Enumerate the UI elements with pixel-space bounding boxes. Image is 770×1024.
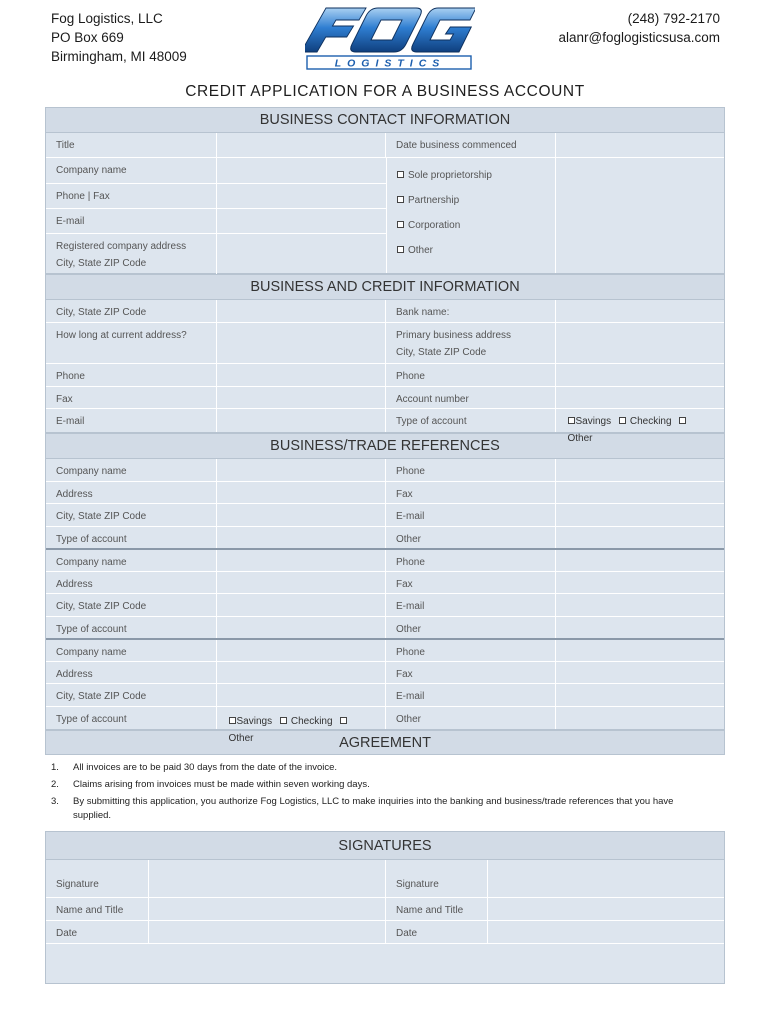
ref-address-label: Address: [56, 669, 93, 680]
ref-address-label: Address: [56, 579, 93, 590]
ref-type-of-account-label: Type of account: [56, 714, 127, 725]
svg-text:LOGISTICS: LOGISTICS: [334, 57, 446, 70]
option-checking[interactable]: Checking: [290, 716, 333, 727]
ref-city-zip-label: City, State ZIP Code: [56, 601, 147, 612]
ref-address-field[interactable]: [216, 572, 386, 593]
account-number-label: Account number: [385, 387, 555, 408]
agreement-number: 2.: [51, 779, 59, 790]
ref-company-name-label: Company name: [56, 647, 127, 658]
ref-address-field[interactable]: [216, 662, 386, 683]
ref-email-field[interactable]: [555, 504, 725, 526]
ref-email-label: E-mail: [385, 684, 555, 706]
ref-phone-field[interactable]: [555, 550, 725, 571]
company-name: Fog Logistics, LLC: [51, 11, 163, 26]
bank-name-field[interactable]: [555, 300, 725, 322]
contact-block: [558, 9, 720, 47]
registered-address-label: [46, 234, 216, 274]
ref-type-of-account-label: Type of account: [56, 624, 127, 635]
ref-phone-label: Phone: [385, 550, 555, 571]
option-other[interactable]: Other: [567, 433, 593, 444]
checkbox-icon[interactable]: [397, 221, 404, 228]
signature-label-2: Signature: [385, 860, 487, 897]
ref-fax-field[interactable]: [555, 572, 725, 593]
name-title-label: Name and Title: [56, 905, 124, 916]
option-other[interactable]: Other: [397, 238, 545, 263]
how-long-field[interactable]: [216, 323, 386, 363]
name-title-field-2[interactable]: [487, 898, 724, 920]
option-other[interactable]: Other: [228, 733, 254, 744]
option-partnership[interactable]: Partnership: [397, 188, 545, 213]
ref-address-field[interactable]: [216, 482, 386, 503]
credit-phone-field[interactable]: [216, 364, 386, 386]
credit-fax-label: Fax: [56, 394, 73, 405]
city-zip-text: City, State ZIP Code: [56, 258, 147, 269]
ref-phone-label: Phone: [385, 459, 555, 481]
company-email[interactable]: alanr@foglogisticsusa.com: [558, 30, 720, 45]
date-commenced-field[interactable]: [555, 133, 725, 157]
phone-fax-label: Phone | Fax: [56, 191, 110, 202]
bank-phone-field[interactable]: [555, 364, 725, 386]
signature-label: Signature: [56, 879, 99, 890]
section-heading-agreement: AGREEMENT: [45, 730, 725, 755]
ref-other-label: Other: [385, 617, 555, 638]
ref-other-field[interactable]: [555, 617, 725, 638]
section-heading-references: BUSINESS/TRADE REFERENCES: [45, 433, 725, 458]
account-type-options: [555, 409, 725, 444]
checkbox-icon[interactable]: [679, 417, 686, 424]
credit-city-zip-label: City, State ZIP Code: [56, 307, 147, 318]
business-type-field[interactable]: [555, 158, 724, 273]
agreement-list: [45, 755, 725, 823]
agreement-text: By submitting this application, you authorize Fog Logistics, LLC to make inquiries into the banking and business/trade references that you have supplied.: [73, 796, 674, 821]
email-label: E-mail: [56, 216, 85, 227]
ref-company-name-label: Company name: [56, 466, 127, 477]
option-savings[interactable]: Savings: [236, 716, 273, 727]
ref-type-of-account-field[interactable]: [216, 617, 386, 638]
credit-email-label: E-mail: [56, 416, 85, 427]
ref-fax-field[interactable]: [555, 482, 725, 503]
ref-company-name-field[interactable]: [216, 459, 386, 481]
checkbox-icon[interactable]: [397, 246, 404, 253]
date-field-2[interactable]: [487, 921, 724, 943]
ref-type-of-account-label: Type of account: [56, 534, 127, 545]
primary-address-label: [385, 323, 555, 363]
date-commenced-label: Date business commenced: [385, 133, 555, 157]
company-address-block: [51, 9, 187, 66]
ref-address-label: Address: [56, 489, 93, 500]
ref-other-label: Other: [385, 527, 555, 548]
ref-company-name-label: Company name: [56, 557, 127, 568]
account-number-field[interactable]: [555, 387, 725, 408]
page-title: CREDIT APPLICATION FOR A BUSINESS ACCOUNT: [185, 83, 585, 100]
primary-city-zip-text: City, State ZIP Code: [396, 347, 487, 358]
credit-phone-label: Phone: [56, 371, 85, 382]
checkbox-icon[interactable]: [397, 171, 404, 178]
checkbox-icon[interactable]: [568, 417, 575, 424]
credit-fax-field[interactable]: [216, 387, 386, 408]
section-heading-contact: BUSINESS CONTACT INFORMATION: [45, 107, 725, 132]
registered-address-field[interactable]: [216, 234, 386, 274]
ref-fax-label: Fax: [385, 572, 555, 593]
ref-company-name-field[interactable]: [216, 550, 386, 571]
ref-fax-label: Fax: [385, 662, 555, 683]
registered-address-text: Registered company address: [56, 241, 187, 252]
list-item: [45, 778, 725, 792]
section-heading-signatures: SIGNATURES: [45, 831, 725, 859]
agreement-number: 3.: [51, 796, 59, 807]
ref-email-label: E-mail: [385, 594, 555, 616]
contact-grid: [45, 132, 725, 274]
checkbox-icon[interactable]: [397, 196, 404, 203]
section-heading-credit: BUSINESS AND CREDIT INFORMATION: [45, 274, 725, 299]
ref-city-zip-field[interactable]: [216, 594, 386, 616]
option-savings[interactable]: Savings: [575, 416, 612, 427]
email-field[interactable]: [216, 209, 386, 233]
signatures-grid: [45, 859, 725, 984]
title-label: Title: [56, 140, 75, 151]
ref-phone-field[interactable]: [555, 459, 725, 481]
type-of-account-label: Type of account: [385, 409, 555, 432]
ref-city-zip-label: City, State ZIP Code: [56, 691, 147, 702]
credit-email-field[interactable]: [216, 409, 386, 432]
checkbox-icon[interactable]: [229, 717, 236, 724]
ref-email-field[interactable]: [555, 684, 725, 706]
list-item: [45, 761, 725, 775]
business-type-options: [386, 158, 555, 273]
ref-city-zip-field[interactable]: [216, 684, 386, 706]
ref-company-name-field[interactable]: [216, 640, 386, 661]
ref-account-type-options: [216, 707, 386, 744]
signature-footer-band: [46, 943, 724, 983]
option-sole-proprietorship[interactable]: Sole proprietorship: [397, 163, 545, 188]
ref-other-label: Other: [385, 707, 555, 729]
phone-fax-field[interactable]: [216, 184, 386, 208]
date-field[interactable]: [148, 921, 385, 943]
agreement-number: 1.: [51, 762, 59, 773]
company-phone: (248) 792-2170: [627, 11, 720, 26]
agreement-text: Claims arising from invoices must be made within seven working days.: [73, 779, 370, 790]
name-title-field[interactable]: [148, 898, 385, 920]
date-label: Date: [56, 928, 78, 939]
ref-other-field[interactable]: [555, 527, 725, 548]
bank-name-label: Bank name:: [385, 300, 555, 322]
signature-field-2[interactable]: [487, 860, 724, 897]
checkbox-icon[interactable]: [619, 417, 626, 424]
ref-other-field[interactable]: [555, 707, 725, 729]
bank-phone-label: Phone: [385, 364, 555, 386]
company-city: Birmingham, MI 48009: [51, 49, 187, 64]
checkbox-icon[interactable]: [280, 717, 287, 724]
how-long-label: How long at current address?: [56, 330, 187, 341]
ref-fax-label: Fax: [385, 482, 555, 503]
option-corporation[interactable]: Corporation: [397, 213, 545, 238]
option-checking[interactable]: Checking: [629, 416, 672, 427]
primary-address-field[interactable]: [555, 323, 725, 363]
signature-field[interactable]: [148, 860, 385, 897]
ref-email-label: E-mail: [385, 504, 555, 526]
ref-fax-field[interactable]: [555, 662, 725, 683]
ref-city-zip-field[interactable]: [216, 504, 386, 526]
po-box: PO Box 669: [51, 30, 124, 45]
company-name-label: Company name: [56, 165, 127, 176]
credit-city-zip-field[interactable]: [216, 300, 386, 322]
ref-phone-field[interactable]: [555, 640, 725, 661]
name-title-label-2: Name and Title: [385, 898, 487, 920]
credit-grid: [45, 299, 725, 444]
date-label-2: Date: [385, 921, 487, 943]
ref-city-zip-label: City, State ZIP Code: [56, 511, 147, 522]
credit-application-form: [45, 107, 725, 984]
agreement-text: All invoices are to be paid 30 days from the date of the invoice.: [73, 762, 338, 773]
ref-email-field[interactable]: [555, 594, 725, 616]
title-field[interactable]: [216, 133, 386, 157]
primary-address-text: Primary business address: [396, 330, 512, 341]
list-item: [45, 795, 725, 823]
fog-logistics-logo: [305, 4, 475, 72]
checkbox-icon[interactable]: [340, 717, 347, 724]
ref-type-of-account-field[interactable]: [216, 527, 386, 548]
ref-phone-label: Phone: [385, 640, 555, 661]
company-name-field[interactable]: [216, 158, 386, 183]
